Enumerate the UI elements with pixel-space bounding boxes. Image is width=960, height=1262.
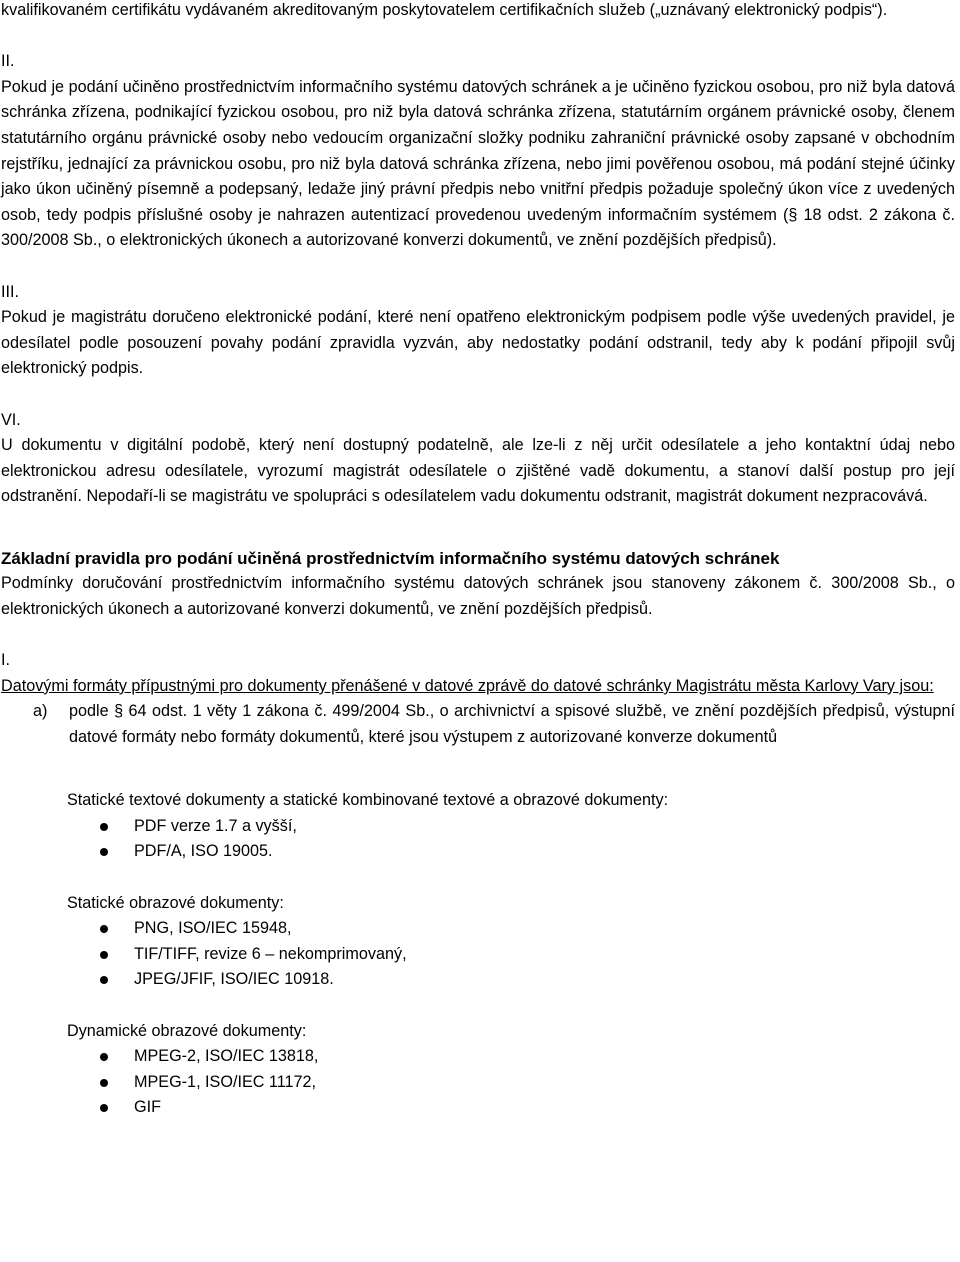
list-marker: a) bbox=[33, 702, 48, 721]
list-item-a bbox=[3, 699, 955, 750]
bullet-list bbox=[1, 814, 955, 865]
roman-number-1: I. bbox=[1, 651, 10, 670]
bullet-icon bbox=[100, 1104, 108, 1112]
bullet-icon bbox=[100, 848, 108, 856]
paragraph-section-4: U dokumentu v digitální podobě, který není dostupný podatelně, ale lze-li z něj určit odesílatele a jeho kontaktní údaj nebo elektronickou adresu odesílatele, vyrozumí magistrát odesílatele o zjištěné vadě dokumentu, a stanoví další postup pro její odstranění. Nepodaří-li se magistrátu ve spolupráci s odesílatelem vadu dokumentu odstranit, magistrát dokument nezpracovává. bbox=[1, 436, 955, 506]
bullet-icon bbox=[100, 823, 108, 831]
bullet-icon bbox=[100, 925, 108, 933]
section-intro: Podmínky doručování prostřednictvím informačního systému datových schránek jsou stanoveny zákonem č. 300/2008 Sb., o elektronických úkonech a autorizované konverzi dokumentů, ve znění pozdějších předpisů. bbox=[1, 574, 955, 619]
format-group-2 bbox=[1, 891, 955, 993]
list-item: GIF bbox=[1, 1095, 955, 1121]
list-item-text: podle § 64 odst. 1 věty 1 zákona č. 499/2004 Sb., o archivnictví a spisové službě, ve znění pozdějších předpisů, výstupní datové formáty nebo formáty dokumentů, které jsou výstupem z autorizované konverze dokumentů bbox=[69, 702, 955, 747]
bullet-list bbox=[1, 1044, 955, 1121]
list-item: PDF/A, ISO 19005. bbox=[1, 839, 955, 865]
paragraph-section-3: Pokud je magistrátu doručeno elektronické podání, které není opatřeno elektronickým podpisem podle výše uvedených pravidel, je odesílatel podle posouzení povahy podání zpravidla vyzván, aby nedostatky podání odstranil, tedy aby k podání připojil svůj elektronický podpis. bbox=[1, 308, 955, 378]
bullet-icon bbox=[100, 1053, 108, 1061]
group-label: Statické obrazové dokumenty: bbox=[67, 893, 284, 912]
list-item: MPEG-1, ISO/IEC 11172, bbox=[1, 1070, 955, 1096]
bullet-icon bbox=[100, 1079, 108, 1087]
bullet-icon bbox=[100, 951, 108, 959]
section-number-4: VI. bbox=[1, 410, 21, 429]
list-item: TIF/TIFF, revize 6 – nekomprimovaný, bbox=[1, 942, 955, 968]
list-item: MPEG-2, ISO/IEC 13818, bbox=[1, 1044, 955, 1070]
format-group-1 bbox=[1, 788, 955, 865]
document-page bbox=[1, 0, 955, 1121]
list-item: JPEG/JFIF, ISO/IEC 10918. bbox=[1, 967, 955, 993]
bullet-icon bbox=[100, 976, 108, 984]
format-group-3 bbox=[1, 1019, 955, 1121]
section-number-3: III. bbox=[1, 282, 19, 301]
group-label: Statické textové dokumenty a statické kombinované textové a obrazové dokumenty: bbox=[67, 791, 669, 810]
list-item: PNG, ISO/IEC 15948, bbox=[1, 916, 955, 942]
group-label: Dynamické obrazové dokumenty: bbox=[67, 1021, 307, 1040]
formats-title: Datovými formáty přípustnými pro dokumenty přenášené v datové zprávě do datové schránky Magistrátu města Karlovy Vary jsou: bbox=[1, 676, 934, 695]
paragraph-section-2: Pokud je podání učiněno prostřednictvím informačního systému datových schránek a je učiněno fyzickou osobou, pro niž byla datová schránka zřízena, podnikající fyzickou osobou, pro niž byla datová schránka zřízena, statutárním orgánem právnické osoby, členem statutárního orgánu právnické osoby nebo vedoucím organizační složky podniku zahraniční právnické osoby zapsané v obchodním rejstříku, jednající za právnickou osobu, pro niž byla datová schránka zřízena, nebo jimi pověřenou osobou, má podání stejné účinky jako úkon učiněný písemně a podepsaný, ledaže jiný právní předpis nebo vnitřní předpis požaduje společný úkon více z uvedených osob, tedy podpis příslušné osoby je nahrazen autentizací provedenou uvedeným informačním systémem (§ 18 odst. 2 zákona č. 300/2008 Sb., o elektronických úkonech a autorizované konverzi dokumentů, ve znění pozdějších předpisů). bbox=[1, 77, 955, 250]
section-heading: Základní pravidla pro podání učiněná prostřednictvím informačního systému datových schránek bbox=[1, 548, 780, 568]
paragraph-continuation: kvalifikovaném certifikátu vydávaném akreditovaným poskytovatelem certifikačních služeb („uznávaný elektronický podpis“). bbox=[1, 1, 888, 19]
section-number-2: II. bbox=[1, 52, 15, 71]
bullet-list bbox=[1, 916, 955, 993]
list-item: PDF verze 1.7 a vyšší, bbox=[1, 814, 955, 840]
